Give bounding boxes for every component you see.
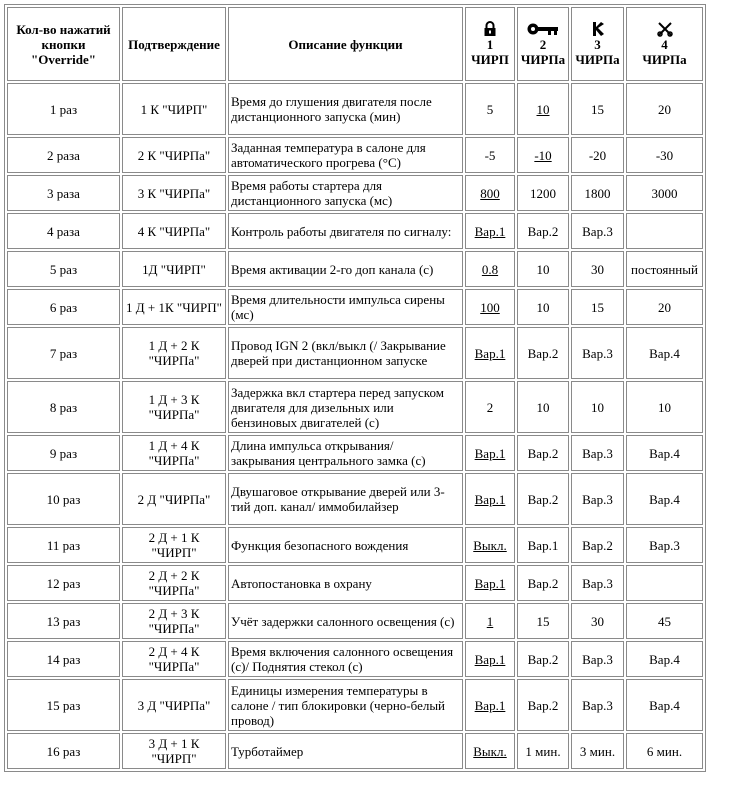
value-cell-1: Вар.1 [465, 435, 515, 471]
value-cell-3: 15 [571, 83, 624, 135]
description-cell: Время длительности импульса сирены (мс) [228, 289, 463, 325]
value-cell-3: 1800 [571, 175, 624, 211]
table-body [7, 83, 703, 769]
key-icon [526, 21, 560, 37]
settings-table-container [4, 4, 706, 772]
value-cell-2: Вар.2 [517, 435, 569, 471]
value-cell-1: 800 [465, 175, 515, 211]
padlock-icon [483, 21, 497, 37]
value-cell-2: 10 [517, 251, 569, 287]
value-cell-4: Вар.4 [626, 473, 703, 525]
description-cell: Задержка вкл стартера перед запуском двигателя для дизельных или бензиновых двигателей (с) [228, 381, 463, 433]
confirmation-cell: 1 К "ЧИРП" [122, 83, 226, 135]
confirmation-cell: 4 К "ЧИРПа" [122, 213, 226, 249]
value-cell-3: Вар.3 [571, 327, 624, 379]
description-cell: Функция безопасного вождения [228, 527, 463, 563]
confirmation-cell: 1 Д + 4 К "ЧИРПа" [122, 435, 226, 471]
value-cell-4: 3000 [626, 175, 703, 211]
value-cell-3: 3 мин. [571, 733, 624, 769]
presses-cell: 5 раз [7, 251, 120, 287]
value-cell-3: 15 [571, 289, 624, 325]
value-cell-4: Вар.4 [626, 435, 703, 471]
description-cell: Учёт задержки салонного освещения (с) [228, 603, 463, 639]
header-col-4-label: ЧИРПа [642, 52, 687, 67]
value-cell-2: -10 [517, 137, 569, 173]
value-cell-1: Вар.1 [465, 327, 515, 379]
header-col-4-number: 4 [661, 37, 668, 52]
value-cell-2: 10 [517, 289, 569, 325]
value-cell-4: Вар.4 [626, 641, 703, 677]
value-cell-4: 10 [626, 381, 703, 433]
presses-cell: 2 раза [7, 137, 120, 173]
value-cell-3: Вар.3 [571, 435, 624, 471]
table-row [7, 679, 703, 731]
confirmation-cell: 3 Д "ЧИРПа" [122, 679, 226, 731]
presses-cell: 4 раза [7, 213, 120, 249]
presses-cell: 14 раз [7, 641, 120, 677]
value-cell-4 [626, 565, 703, 601]
value-cell-4: Вар.4 [626, 679, 703, 731]
table-row [7, 603, 703, 639]
confirmation-cell: 2 Д + 3 К "ЧИРПа" [122, 603, 226, 639]
table-row [7, 83, 703, 135]
table-row [7, 251, 703, 287]
confirmation-cell: 2 Д "ЧИРПа" [122, 473, 226, 525]
table-row [7, 175, 703, 211]
value-cell-1: Выкл. [465, 527, 515, 563]
confirmation-cell: 1 Д + 2 К "ЧИРПа" [122, 327, 226, 379]
table-row [7, 641, 703, 677]
table-row [7, 435, 703, 471]
header-row [7, 7, 703, 81]
value-cell-2: Вар.2 [517, 213, 569, 249]
value-cell-1: 1 [465, 603, 515, 639]
description-cell: Провод IGN 2 (вкл/выкл (/ Закрывание дверей при дистанционном запуске [228, 327, 463, 379]
header-col-3-number: 3 [594, 37, 601, 52]
value-cell-3: Вар.3 [571, 565, 624, 601]
value-cell-4: постоянный [626, 251, 703, 287]
value-cell-3: -20 [571, 137, 624, 173]
presses-cell: 8 раз [7, 381, 120, 433]
header-description: Описание функции [228, 7, 463, 81]
value-cell-1: Вар.1 [465, 473, 515, 525]
value-cell-3: 30 [571, 251, 624, 287]
presses-cell: 3 раза [7, 175, 120, 211]
description-cell: Время включения салонного освещения (с)/ Поднятия стекол (с) [228, 641, 463, 677]
value-cell-1: 100 [465, 289, 515, 325]
value-cell-3: Вар.3 [571, 473, 624, 525]
value-cell-1: -5 [465, 137, 515, 173]
presses-cell: 11 раз [7, 527, 120, 563]
description-cell: Время работы стартера для дистанционного запуска (мс) [228, 175, 463, 211]
value-cell-4: 45 [626, 603, 703, 639]
presses-cell: 13 раз [7, 603, 120, 639]
confirmation-cell: 1 Д + 3 К "ЧИРПа" [122, 381, 226, 433]
table-row [7, 381, 703, 433]
table-row [7, 289, 703, 325]
header-col-1-label: ЧИРП [471, 52, 509, 67]
value-cell-4 [626, 213, 703, 249]
table-row [7, 565, 703, 601]
value-cell-4: -30 [626, 137, 703, 173]
value-cell-2: 1200 [517, 175, 569, 211]
header-col-2-number: 2 [539, 37, 547, 52]
value-cell-1: Вар.1 [465, 641, 515, 677]
description-cell: Автопостановка в охрану [228, 565, 463, 601]
table-row [7, 527, 703, 563]
description-cell: Единицы измерения температуры в салоне / тип блокировки (черно-белый провод) [228, 679, 463, 731]
value-cell-1: 5 [465, 83, 515, 135]
header-col-3 [571, 7, 624, 81]
presses-cell: 7 раз [7, 327, 120, 379]
table-row [7, 733, 703, 769]
confirmation-cell: 2 К "ЧИРПа" [122, 137, 226, 173]
presses-cell: 1 раз [7, 83, 120, 135]
value-cell-2: 15 [517, 603, 569, 639]
presses-cell: 12 раз [7, 565, 120, 601]
value-cell-2: Вар.2 [517, 473, 569, 525]
presses-cell: 9 раз [7, 435, 120, 471]
description-cell: Турботаймер [228, 733, 463, 769]
scissors-icon [657, 21, 673, 37]
description-cell: Заданная температура в салоне для автоматического прогрева (°С) [228, 137, 463, 173]
value-cell-4: Вар.4 [626, 327, 703, 379]
header-col-3-label: ЧИРПа [575, 52, 620, 67]
value-cell-1: Вар.1 [465, 213, 515, 249]
header-col-1 [465, 7, 515, 81]
confirmation-cell: 1 Д + 1К "ЧИРП" [122, 289, 226, 325]
header-col-2-label: ЧИРПа [520, 52, 566, 67]
value-cell-4: 20 [626, 289, 703, 325]
confirmation-cell: 2 Д + 4 К "ЧИРПа" [122, 641, 226, 677]
presses-cell: 10 раз [7, 473, 120, 525]
value-cell-2: Вар.2 [517, 327, 569, 379]
value-cell-2: Вар.1 [517, 527, 569, 563]
presses-cell: 6 раз [7, 289, 120, 325]
description-cell: Длина импульса открывания/ закрывания центрального замка (с) [228, 435, 463, 471]
confirmation-cell: 1Д "ЧИРП" [122, 251, 226, 287]
value-cell-2: 10 [517, 83, 569, 135]
header-presses: Кол-во нажатий кнопки "Override" [7, 7, 120, 81]
table-row [7, 473, 703, 525]
value-cell-2: 10 [517, 381, 569, 433]
value-cell-3: Вар.3 [571, 679, 624, 731]
value-cell-2: Вар.2 [517, 679, 569, 731]
value-cell-1: Выкл. [465, 733, 515, 769]
confirmation-cell: 3 К "ЧИРПа" [122, 175, 226, 211]
confirmation-cell: 3 Д + 1 К "ЧИРП" [122, 733, 226, 769]
value-cell-1: Вар.1 [465, 679, 515, 731]
value-cell-2: Вар.2 [517, 641, 569, 677]
table-row [7, 213, 703, 249]
header-confirmation: Подтверждение [122, 7, 226, 81]
value-cell-4: 6 мин. [626, 733, 703, 769]
value-cell-3: 30 [571, 603, 624, 639]
override-settings-table [4, 4, 706, 772]
description-cell: Время активации 2-го доп канала (с) [228, 251, 463, 287]
presses-cell: 15 раз [7, 679, 120, 731]
confirmation-cell: 2 Д + 1 К "ЧИРП" [122, 527, 226, 563]
table-row [7, 137, 703, 173]
car-key-icon [590, 21, 606, 37]
value-cell-3: Вар.3 [571, 641, 624, 677]
description-cell: Двушаговое открывание дверей или 3-тий доп. канал/ иммобилайзер [228, 473, 463, 525]
description-cell: Время до глушения двигателя после дистанционного запуска (мин) [228, 83, 463, 135]
value-cell-2: Вар.2 [517, 565, 569, 601]
value-cell-1: 0.8 [465, 251, 515, 287]
value-cell-3: 10 [571, 381, 624, 433]
value-cell-4: Вар.3 [626, 527, 703, 563]
value-cell-1: Вар.1 [465, 565, 515, 601]
description-cell: Контроль работы двигателя по сигналу: [228, 213, 463, 249]
table-row [7, 327, 703, 379]
value-cell-4: 20 [626, 83, 703, 135]
header-col-2 [517, 7, 569, 81]
value-cell-1: 2 [465, 381, 515, 433]
value-cell-3: Вар.2 [571, 527, 624, 563]
header-col-4 [626, 7, 703, 81]
presses-cell: 16 раз [7, 733, 120, 769]
confirmation-cell: 2 Д + 2 К "ЧИРПа" [122, 565, 226, 601]
value-cell-2: 1 мин. [517, 733, 569, 769]
value-cell-3: Вар.3 [571, 213, 624, 249]
header-col-1-number: 1 [486, 37, 494, 52]
